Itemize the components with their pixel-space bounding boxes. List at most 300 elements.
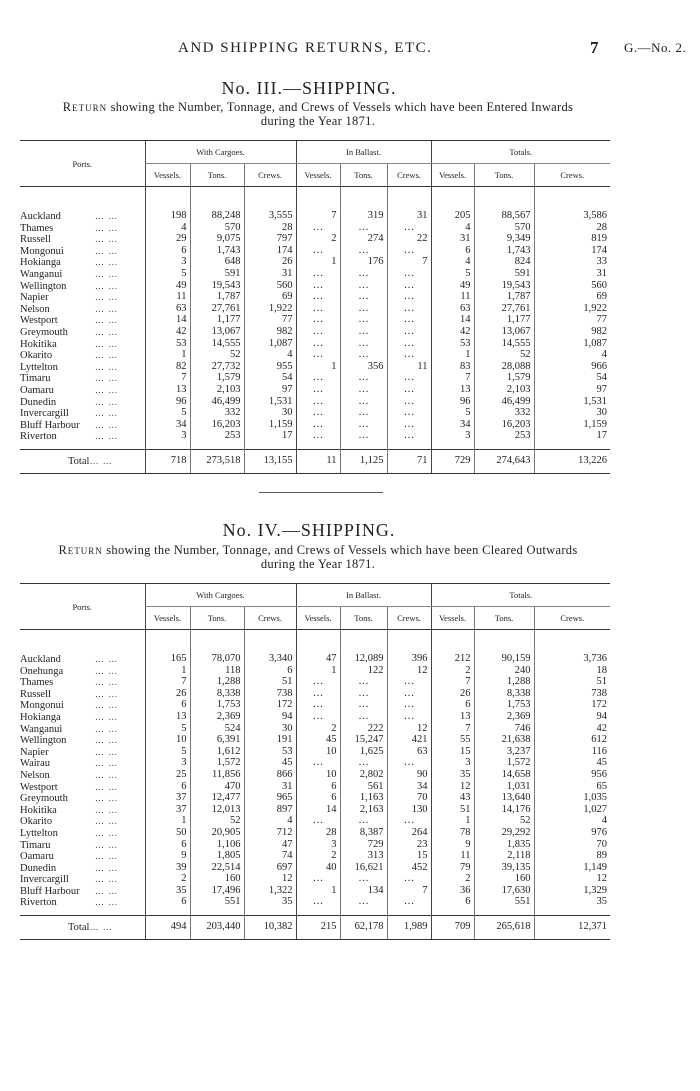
- value-cell: 88,567: [474, 211, 534, 223]
- value-cell: …: [340, 420, 387, 432]
- value-cell: 18: [534, 666, 610, 678]
- port-cell: [20, 246, 145, 258]
- port-cell: [20, 758, 145, 770]
- value-cell: 40: [296, 863, 340, 875]
- value-cell: 70: [387, 793, 431, 805]
- value-cell: 1,322: [244, 886, 296, 898]
- col-tons: Tons.: [340, 164, 387, 187]
- value-cell: 28,088: [474, 362, 534, 374]
- value-cell: 3,555: [244, 211, 296, 223]
- value-cell: 42: [145, 327, 190, 339]
- col-tons: Tons.: [190, 164, 244, 187]
- value-cell: 7: [145, 677, 190, 689]
- value-cell: 37: [145, 805, 190, 817]
- col-crews: Crews.: [534, 607, 610, 630]
- value-cell: 35: [244, 897, 296, 915]
- value-cell: 222: [340, 724, 387, 736]
- port-name: Wellington: [20, 280, 67, 292]
- value-cell: 396: [387, 654, 431, 666]
- value-cell: 5: [145, 269, 190, 281]
- col-totals: Totals.: [431, 141, 610, 164]
- total-value: 13,155: [244, 449, 296, 473]
- value-cell: 8,338: [190, 689, 244, 701]
- value-cell: 524: [190, 724, 244, 736]
- value-cell: 77: [534, 315, 610, 327]
- value-cell: 560: [534, 281, 610, 293]
- value-cell: 1: [145, 350, 190, 362]
- leader-dots: … …: [95, 408, 119, 419]
- leader-dots: … …: [95, 303, 119, 314]
- value-cell: …: [340, 327, 387, 339]
- port-name: Dunedin: [20, 862, 57, 874]
- value-cell: …: [296, 397, 340, 409]
- value-cell: 982: [534, 327, 610, 339]
- value-cell: …: [296, 700, 340, 712]
- value-cell: 13: [145, 712, 190, 724]
- leader-dots: … …: [95, 419, 119, 430]
- value-cell: …: [296, 246, 340, 258]
- value-cell: 1,579: [474, 373, 534, 385]
- total-label-cell: [20, 916, 145, 940]
- value-cell: …: [296, 304, 340, 316]
- value-cell: 9,075: [190, 234, 244, 246]
- value-cell: …: [340, 689, 387, 701]
- table3-title: No. III.—SHIPPING.: [221, 78, 397, 98]
- value-cell: 63: [145, 304, 190, 316]
- value-cell: 2: [296, 851, 340, 863]
- value-cell: 12: [431, 782, 474, 794]
- table3-desc-rest: showing the Number, Tonnage, and Crews of Vessels which have been Entered Inwards: [107, 100, 574, 114]
- port-name: Wanganui: [20, 723, 63, 735]
- value-cell: …: [387, 689, 431, 701]
- port-cell: [20, 281, 145, 293]
- value-cell: 253: [190, 431, 244, 449]
- value-cell: …: [387, 350, 431, 362]
- value-cell: 14: [431, 315, 474, 327]
- value-cell: 54: [244, 373, 296, 385]
- total-value: 13,226: [534, 449, 610, 473]
- value-cell: 89: [534, 851, 610, 863]
- value-cell: 6: [145, 840, 190, 852]
- table-row: [20, 211, 610, 223]
- value-cell: 1,572: [190, 758, 244, 770]
- value-cell: 4: [244, 350, 296, 362]
- value-cell: 14: [296, 805, 340, 817]
- value-cell: 22,514: [190, 863, 244, 875]
- col-tons: Tons.: [474, 607, 534, 630]
- port-name: Okarito: [20, 816, 53, 828]
- value-cell: …: [387, 431, 431, 449]
- value-cell: …: [340, 397, 387, 409]
- col-totals: Totals.: [431, 584, 610, 607]
- port-name: Nelson: [20, 769, 50, 781]
- port-cell: [20, 431, 145, 449]
- total-value: 274,643: [474, 449, 534, 473]
- value-cell: …: [340, 758, 387, 770]
- leader-dots: … …: [95, 862, 119, 873]
- value-cell: 17,496: [190, 886, 244, 898]
- leader-dots: … …: [95, 677, 119, 688]
- port-cell: [20, 339, 145, 351]
- leader-dots: … …: [89, 455, 113, 466]
- total-label-cell: [20, 449, 145, 473]
- value-cell: 797: [244, 234, 296, 246]
- value-cell: 1,288: [190, 677, 244, 689]
- value-cell: 3,340: [244, 654, 296, 666]
- value-cell: 1,922: [534, 304, 610, 316]
- value-cell: …: [387, 292, 431, 304]
- value-cell: …: [296, 327, 340, 339]
- value-cell: …: [296, 897, 340, 915]
- value-cell: 8,387: [340, 828, 387, 840]
- running-head: [0, 40, 700, 60]
- value-cell: 319: [340, 211, 387, 223]
- value-cell: …: [296, 677, 340, 689]
- value-cell: …: [296, 350, 340, 362]
- value-cell: 13: [431, 385, 474, 397]
- leader-dots: … …: [95, 688, 119, 699]
- table4-desc-rest: showing the Number, Tonnage, and Crews of Vessels which have been Cleared Outwards: [102, 543, 578, 557]
- value-cell: 10: [145, 735, 190, 747]
- table-row: [20, 828, 610, 840]
- value-cell: 1,177: [190, 315, 244, 327]
- value-cell: 28: [296, 828, 340, 840]
- col-vessels: Vessels.: [431, 607, 474, 630]
- value-cell: …: [340, 874, 387, 886]
- leader-dots: … …: [95, 234, 119, 245]
- value-cell: 1,787: [190, 292, 244, 304]
- value-cell: 52: [190, 350, 244, 362]
- value-cell: …: [296, 408, 340, 420]
- value-cell: 1,835: [474, 840, 534, 852]
- value-cell: 55: [431, 735, 474, 747]
- table3-description: [20, 100, 616, 128]
- total-label: Total: [68, 455, 90, 467]
- port-cell: [20, 385, 145, 397]
- value-cell: 10: [296, 770, 340, 782]
- table3-desc-lead: Return: [62, 100, 108, 114]
- value-cell: 90: [387, 770, 431, 782]
- leader-dots: … …: [95, 396, 119, 407]
- value-cell: 12: [534, 874, 610, 886]
- port-name: Thames: [20, 222, 54, 234]
- value-cell: 1: [296, 257, 340, 269]
- value-cell: 22: [387, 234, 431, 246]
- value-cell: …: [296, 689, 340, 701]
- total-value: 12,371: [534, 916, 610, 940]
- value-cell: 11: [387, 362, 431, 374]
- value-cell: 966: [534, 362, 610, 374]
- port-cell: [20, 397, 145, 409]
- table-row: [20, 851, 610, 863]
- value-cell: 1,753: [190, 700, 244, 712]
- value-cell: 612: [534, 735, 610, 747]
- value-cell: 1: [431, 816, 474, 828]
- col-tons: Tons.: [474, 164, 534, 187]
- value-cell: 1,027: [534, 805, 610, 817]
- value-cell: 174: [534, 246, 610, 258]
- value-cell: 174: [244, 246, 296, 258]
- value-cell: 12,477: [190, 793, 244, 805]
- col-tons: Tons.: [340, 607, 387, 630]
- port-name: Wellington: [20, 735, 67, 747]
- table4-body: [20, 630, 610, 940]
- total-value: 273,518: [190, 449, 244, 473]
- col-crews: Crews.: [244, 607, 296, 630]
- page-number: 7: [590, 38, 599, 57]
- value-cell: …: [387, 223, 431, 235]
- port-name: Nelson: [20, 303, 50, 315]
- value-cell: 97: [534, 385, 610, 397]
- leader-dots: … …: [95, 874, 119, 885]
- value-cell: 2: [431, 874, 474, 886]
- port-cell: [20, 793, 145, 805]
- value-cell: 965: [244, 793, 296, 805]
- total-value: 1,125: [340, 449, 387, 473]
- value-cell: 212: [431, 654, 474, 666]
- port-name: Auckland: [20, 211, 61, 222]
- value-cell: 205: [431, 211, 474, 223]
- value-cell: 45: [534, 758, 610, 770]
- value-cell: 172: [534, 700, 610, 712]
- value-cell: …: [387, 677, 431, 689]
- total-value: 215: [296, 916, 340, 940]
- table3-body: [20, 187, 610, 474]
- leader-dots: … …: [95, 711, 119, 722]
- value-cell: 5: [431, 408, 474, 420]
- table3-entered-inwards: [20, 140, 610, 474]
- port-cell: [20, 677, 145, 689]
- value-cell: 3: [145, 758, 190, 770]
- value-cell: 42: [534, 724, 610, 736]
- value-cell: 9: [145, 851, 190, 863]
- value-cell: 42: [431, 327, 474, 339]
- value-cell: …: [340, 315, 387, 327]
- value-cell: …: [296, 315, 340, 327]
- value-cell: 4: [534, 350, 610, 362]
- port-cell: [20, 805, 145, 817]
- value-cell: …: [296, 816, 340, 828]
- value-cell: 1,787: [474, 292, 534, 304]
- value-cell: 1,625: [340, 747, 387, 759]
- value-cell: 11: [431, 292, 474, 304]
- col-vessels: Vessels.: [145, 164, 190, 187]
- value-cell: 63: [431, 304, 474, 316]
- value-cell: 69: [244, 292, 296, 304]
- col-vessels: Vessels.: [296, 164, 340, 187]
- leader-dots: … …: [95, 315, 119, 326]
- value-cell: 52: [190, 816, 244, 828]
- port-name: Auckland: [20, 654, 61, 665]
- value-cell: 240: [474, 666, 534, 678]
- value-cell: 45: [244, 758, 296, 770]
- table-row: [20, 269, 610, 281]
- value-cell: 6: [431, 246, 474, 258]
- port-name: Russell: [20, 688, 51, 700]
- value-cell: 1: [145, 666, 190, 678]
- port-cell: [20, 712, 145, 724]
- value-cell: 591: [474, 269, 534, 281]
- port-name: Wairau: [20, 758, 51, 770]
- port-cell: [20, 327, 145, 339]
- value-cell: …: [340, 677, 387, 689]
- value-cell: …: [387, 420, 431, 432]
- value-cell: 956: [534, 770, 610, 782]
- value-cell: 35: [534, 897, 610, 915]
- value-cell: 274: [340, 234, 387, 246]
- value-cell: 1,805: [190, 851, 244, 863]
- value-cell: …: [387, 897, 431, 915]
- leader-dots: … …: [95, 292, 119, 303]
- col-ports: Ports.: [20, 584, 145, 630]
- total-value: 11: [296, 449, 340, 473]
- value-cell: …: [296, 420, 340, 432]
- value-cell: 14,658: [474, 770, 534, 782]
- value-cell: 2,369: [190, 712, 244, 724]
- value-cell: 11: [145, 292, 190, 304]
- port-name: Okarito: [20, 350, 53, 362]
- port-cell: [20, 408, 145, 420]
- leader-dots: … …: [95, 257, 119, 268]
- value-cell: 3: [145, 257, 190, 269]
- value-cell: …: [296, 758, 340, 770]
- value-cell: 3: [296, 840, 340, 852]
- value-cell: …: [340, 292, 387, 304]
- value-cell: 1,572: [474, 758, 534, 770]
- value-cell: …: [387, 700, 431, 712]
- value-cell: 421: [387, 735, 431, 747]
- value-cell: …: [340, 269, 387, 281]
- port-name: Oamaru: [20, 851, 54, 863]
- value-cell: 3: [145, 431, 190, 449]
- value-cell: 313: [340, 851, 387, 863]
- value-cell: …: [340, 408, 387, 420]
- port-cell: [20, 874, 145, 886]
- value-cell: …: [340, 350, 387, 362]
- port-name: Invercargill: [20, 874, 69, 886]
- port-name: Riverton: [20, 431, 57, 443]
- value-cell: 6: [296, 793, 340, 805]
- value-cell: …: [340, 223, 387, 235]
- port-cell: [20, 373, 145, 385]
- port-name: Lyttelton: [20, 827, 58, 839]
- port-cell: [20, 654, 145, 666]
- leader-dots: … …: [95, 827, 119, 838]
- value-cell: 26: [244, 257, 296, 269]
- port-name: Hokitika: [20, 338, 57, 350]
- value-cell: 23: [387, 840, 431, 852]
- value-cell: 11,856: [190, 770, 244, 782]
- total-value: 265,618: [474, 916, 534, 940]
- value-cell: 12: [387, 724, 431, 736]
- total-label: Total: [68, 922, 90, 934]
- value-cell: …: [340, 816, 387, 828]
- value-cell: 53: [145, 339, 190, 351]
- port-name: Mongonui: [20, 245, 64, 257]
- total-value: 718: [145, 449, 190, 473]
- leader-dots: … …: [95, 665, 119, 676]
- value-cell: 82: [145, 362, 190, 374]
- value-cell: 26: [145, 689, 190, 701]
- value-cell: 70: [534, 840, 610, 852]
- value-cell: 2,163: [340, 805, 387, 817]
- port-name: Lyttelton: [20, 361, 58, 373]
- port-name: Hokianga: [20, 711, 61, 723]
- port-cell: [20, 816, 145, 828]
- table4-title: No. IV.—SHIPPING.: [222, 520, 396, 540]
- value-cell: 33: [534, 257, 610, 269]
- port-name: Mongonui: [20, 700, 64, 712]
- value-cell: 2: [431, 666, 474, 678]
- col-crews: Crews.: [244, 164, 296, 187]
- value-cell: 1,177: [474, 315, 534, 327]
- value-cell: 15: [387, 851, 431, 863]
- port-cell: [20, 350, 145, 362]
- col-tons: Tons.: [190, 607, 244, 630]
- value-cell: 6: [244, 666, 296, 678]
- value-cell: 49: [145, 281, 190, 293]
- total-value: 203,440: [190, 916, 244, 940]
- value-cell: 134: [340, 886, 387, 898]
- value-cell: 130: [387, 805, 431, 817]
- value-cell: 13: [431, 712, 474, 724]
- port-cell: [20, 362, 145, 374]
- value-cell: …: [340, 897, 387, 915]
- total-value: 10,382: [244, 916, 296, 940]
- value-cell: 955: [244, 362, 296, 374]
- value-cell: 21,638: [474, 735, 534, 747]
- value-cell: 1,163: [340, 793, 387, 805]
- value-cell: 551: [190, 897, 244, 915]
- leader-dots: … …: [95, 839, 119, 850]
- value-cell: …: [340, 339, 387, 351]
- leader-dots: … …: [95, 338, 119, 349]
- value-cell: 46,499: [474, 397, 534, 409]
- port-cell: [20, 851, 145, 863]
- value-cell: 4: [431, 257, 474, 269]
- value-cell: 8,338: [474, 689, 534, 701]
- value-cell: 5: [431, 269, 474, 281]
- value-cell: …: [296, 339, 340, 351]
- value-cell: 79: [431, 863, 474, 875]
- col-in-ballast: In Ballast.: [296, 141, 431, 164]
- value-cell: 6: [145, 246, 190, 258]
- leader-dots: … …: [95, 897, 119, 908]
- port-cell: [20, 269, 145, 281]
- value-cell: 34: [431, 420, 474, 432]
- table-row: [20, 770, 610, 782]
- value-cell: 4: [431, 223, 474, 235]
- port-name: Hokianga: [20, 257, 61, 269]
- value-cell: 1: [296, 362, 340, 374]
- value-cell: 12,089: [340, 654, 387, 666]
- value-cell: 63: [387, 747, 431, 759]
- value-cell: 27,761: [474, 304, 534, 316]
- value-cell: 356: [340, 362, 387, 374]
- leader-dots: … …: [95, 361, 119, 372]
- value-cell: 78,070: [190, 654, 244, 666]
- value-cell: 1,743: [190, 246, 244, 258]
- leader-dots: … …: [95, 373, 119, 384]
- value-cell: 16,203: [190, 420, 244, 432]
- port-name: Thames: [20, 677, 54, 689]
- value-cell: 551: [474, 897, 534, 915]
- port-name: Oamaru: [20, 384, 54, 396]
- value-cell: 738: [244, 689, 296, 701]
- value-cell: 866: [244, 770, 296, 782]
- port-name: Timaru: [20, 373, 51, 385]
- value-cell: 20,905: [190, 828, 244, 840]
